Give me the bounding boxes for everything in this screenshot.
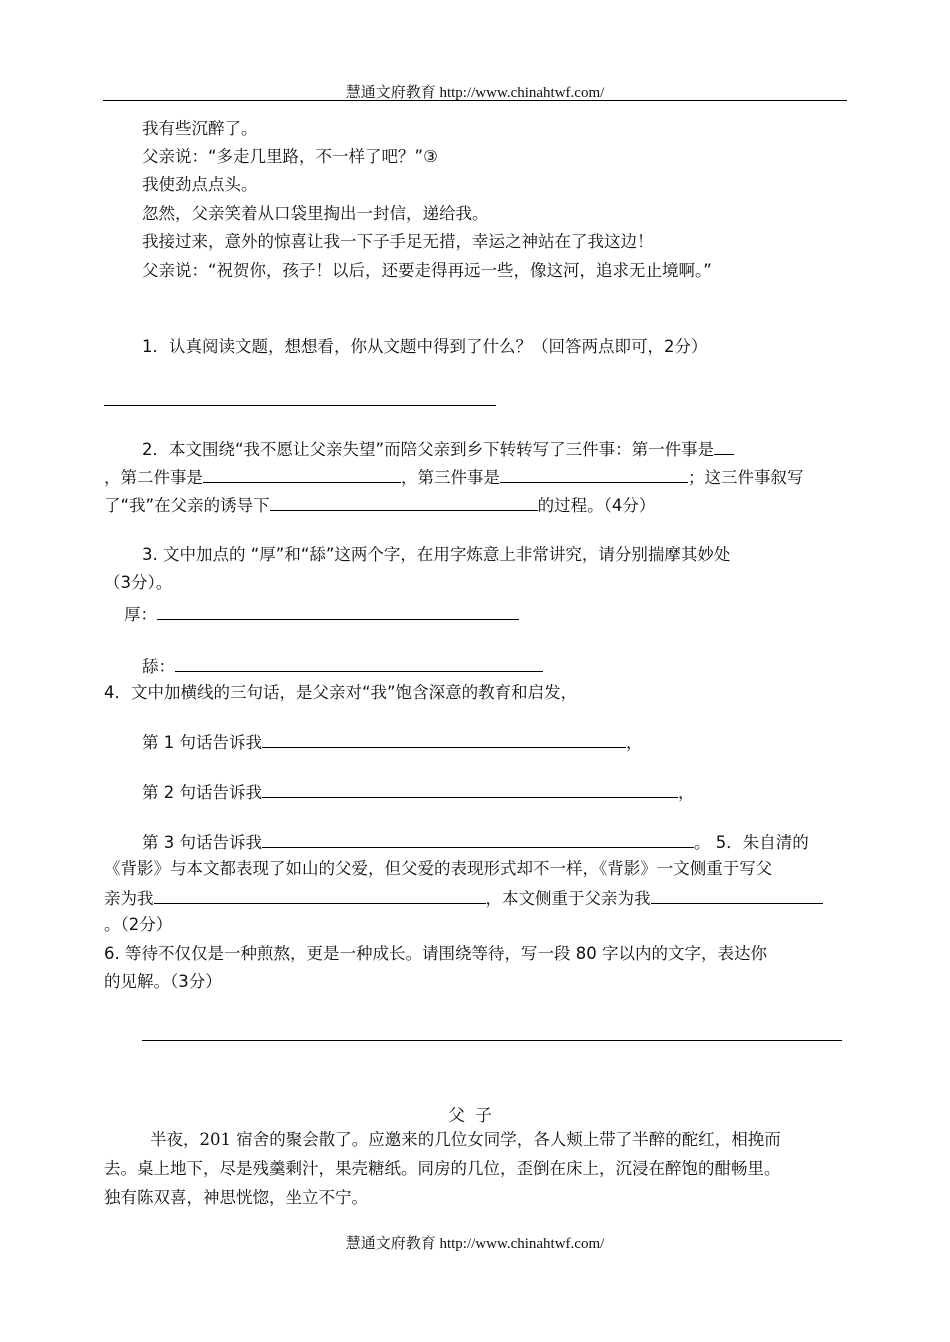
story2-line: 去。桌上地下，尽是残羹剩汁，果壳糖纸。同房的几位，歪倒在床上，沉浸在醉饱的酣畅里。	[104, 1159, 781, 1178]
q2-text: 了“我”在父亲的诱导下	[104, 496, 270, 515]
story-line: 父亲说：“祝贺你，孩子！以后，还要走得再远一些，像这河，追求无止境啊。”	[142, 261, 712, 280]
label-tian: 舔：	[142, 657, 175, 676]
q4-label: 第 2 句话告诉我	[142, 783, 262, 802]
question-6: 6. 等待不仅仅是一种煎熬，更是一种成长。请围绕等待，写一段 80 字以内的文字，表达你	[104, 944, 767, 963]
answer-line-1[interactable]	[104, 405, 496, 406]
story-title: 父子	[448, 1106, 502, 1126]
question-1: 1．认真阅读文题，想想看，你从文题中得到了什么？（回答两点即可，2分）	[142, 337, 708, 356]
question-2	[142, 438, 734, 460]
answer-blank[interactable]	[714, 438, 734, 455]
q4-text: 。 5．朱自清的	[694, 833, 809, 852]
answer-blank[interactable]	[203, 466, 401, 483]
question-3-score: （3分）。	[104, 573, 173, 592]
question-4: 4．文中加横线的三句话，是父亲对“我”饱含深意的教育和启发，	[104, 683, 578, 702]
q5-text: ，本文侧重于父亲为我	[485, 889, 651, 908]
q2-text: ；这三件事叙写	[688, 468, 804, 487]
story-line: 父亲说：“多走几里路，不一样了吧？”③	[142, 147, 438, 166]
answer-blank[interactable]	[262, 731, 626, 748]
answer-blank[interactable]	[270, 494, 538, 511]
answer-blank[interactable]	[500, 466, 688, 483]
story-line: 忽然，父亲笑着从口袋里掏出一封信，递给我。	[142, 204, 489, 223]
question-5: 《背影》与本文都表现了如山的父爱，但父爱的表现形式却不一样，《背影》一文侧重于写父	[104, 859, 773, 878]
answer-blank[interactable]	[175, 655, 543, 672]
answer-line-6[interactable]	[142, 1040, 842, 1041]
question-3: 3. 文中加点的 “厚”和“舔”这两个字，在用字炼意上非常讲究，请分别揣摩其妙处	[142, 545, 731, 564]
story-line: 我有些沉醉了。	[142, 119, 258, 138]
label-hou: 厚：	[124, 605, 157, 624]
q4-text: ，	[626, 733, 643, 752]
q4-label: 第 3 句话告诉我	[142, 833, 262, 852]
page-header: 慧通文府教育 http://www.chinahtwf.com/	[345, 85, 605, 101]
q4-text: ，	[678, 783, 695, 802]
q4-label: 第 1 句话告诉我	[142, 733, 262, 752]
answer-blank[interactable]	[262, 831, 694, 848]
page-footer: 慧通文府教育 http://www.chinahtwf.com/	[345, 1236, 605, 1252]
story2-line: 半夜，201 宿舍的聚会散了。应邀来的几位女同学，各人颊上带了半醉的酡红，相挽而	[150, 1130, 781, 1149]
answer-blank[interactable]	[154, 887, 486, 904]
answer-blank[interactable]	[651, 887, 823, 904]
q2-text: ，第三件事是	[401, 468, 500, 487]
q6-score: 的见解。（3分）	[104, 972, 222, 991]
q2-text: 2．本文围绕“我不愿让父亲失望”而陪父亲到乡下转转写了三件事：第一件事是	[142, 440, 715, 459]
story-line: 我接过来，意外的惊喜让我一下子手足无措，幸运之神站在了我这边！	[142, 232, 654, 251]
answer-blank[interactable]	[262, 781, 678, 798]
header-rule	[103, 100, 847, 101]
story-line: 我使劲点点头。	[142, 175, 258, 194]
q2-text: 的过程。（4分）	[537, 496, 656, 515]
story2-line: 独有陈双喜，神思恍惚，坐立不宁。	[104, 1188, 368, 1207]
q2-text: ，第二件事是	[104, 468, 203, 487]
q5-text: 亲为我	[104, 889, 154, 908]
q5-score: 。（2分）	[104, 915, 173, 934]
answer-blank[interactable]	[157, 603, 519, 620]
